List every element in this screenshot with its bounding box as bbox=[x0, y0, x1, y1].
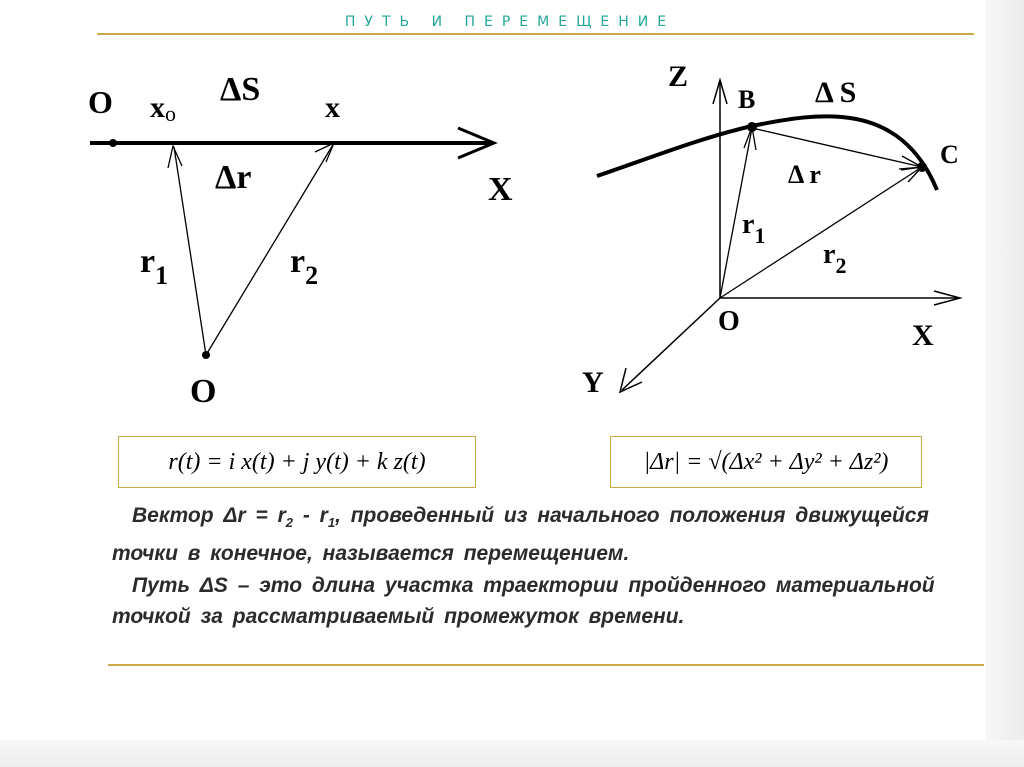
displacement-magnitude-formula bbox=[610, 436, 922, 488]
right-y-axis-line bbox=[622, 298, 720, 390]
left-path-label: ΔS bbox=[220, 71, 261, 108]
left-displacement-label: Δr bbox=[215, 159, 252, 196]
bottom-rule bbox=[108, 664, 984, 666]
right-displacement-label: Δ r bbox=[788, 160, 821, 189]
left-r1-label: $r_1$ bbox=[140, 243, 169, 290]
right-path-label: Δ S bbox=[815, 76, 857, 109]
right-z-label: Z bbox=[668, 60, 689, 93]
position-vector-formula bbox=[118, 436, 476, 488]
right-b-label: B bbox=[738, 85, 756, 114]
left-x-label: x bbox=[325, 91, 340, 124]
right-trajectory-curve bbox=[597, 116, 937, 190]
displacement-definition: Вектор $\Delta r = r_2 - r_1$, проведенный из начального положения движущейся точки в конечное, называется перемещением. bbox=[112, 504, 929, 566]
right-x-label: X bbox=[912, 319, 934, 352]
left-origin-label: O bbox=[88, 84, 113, 120]
right-c-label: C bbox=[940, 140, 959, 169]
left-axis-label: X bbox=[488, 171, 513, 208]
left-r2-label: $r_2$ bbox=[290, 243, 319, 290]
right-y-label: Y bbox=[582, 366, 604, 399]
right-point-c bbox=[917, 162, 927, 172]
left-x0-label: xo bbox=[150, 91, 176, 126]
left-bottom-origin-label: O bbox=[190, 373, 217, 410]
displacement-magnitude-formula-text: |Δr| = √(Δx² + Δy² + Δz²) bbox=[643, 448, 889, 475]
right-point-b bbox=[747, 122, 757, 132]
right-origin-label: O bbox=[718, 306, 740, 337]
path-definition: Путь ΔS – это длина участка траектории пройденного материальной точкой за рассматриваемый промежуток времени. bbox=[112, 574, 935, 628]
right-r1-label: $r_1$ bbox=[742, 209, 766, 248]
slide-title: ПУТЬ И ПЕРЕМЕЩЕНИЕ bbox=[344, 14, 676, 30]
position-vector-formula-text: r(t) = i x(t) + j y(t) + k z(t) bbox=[168, 448, 426, 475]
right-r2-label: $r_2$ bbox=[823, 239, 847, 278]
